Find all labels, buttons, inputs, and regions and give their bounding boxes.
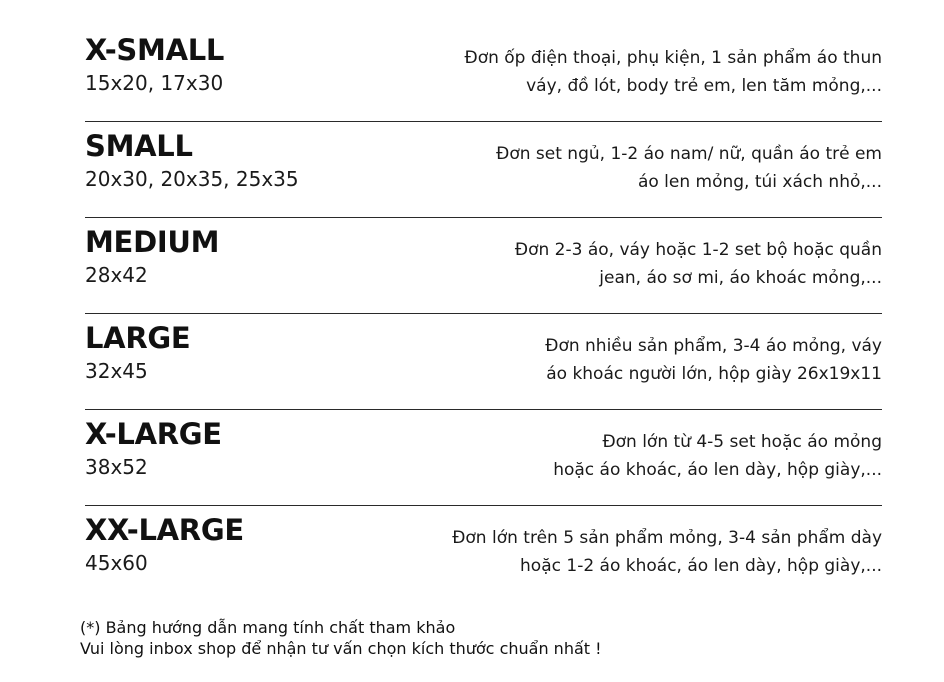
row-divider bbox=[85, 217, 882, 218]
size-name: X-LARGE bbox=[85, 417, 222, 451]
size-row-small bbox=[85, 128, 882, 218]
size-row-large bbox=[85, 320, 882, 410]
size-description bbox=[465, 44, 882, 100]
size-dimensions: 28x42 bbox=[85, 263, 148, 287]
size-description bbox=[496, 140, 882, 196]
size-description-line: Đơn lớn từ 4-5 set hoặc áo mỏng bbox=[602, 432, 882, 452]
size-description-line: Đơn 2-3 áo, váy hoặc 1-2 set bộ hoặc quần bbox=[514, 240, 882, 260]
size-guide-table bbox=[85, 32, 882, 602]
size-dimensions: 32x45 bbox=[85, 359, 148, 383]
footnote-disclaimer: (*) Bảng hướng dẫn mang tính chất tham khảo bbox=[80, 618, 456, 637]
size-row-x-small bbox=[85, 32, 882, 122]
size-name: SMALL bbox=[85, 129, 193, 163]
row-divider bbox=[85, 505, 882, 506]
size-description-line: Đơn lớn trên 5 sản phẩm mỏng, 3-4 sản phẩm dày bbox=[452, 528, 882, 548]
size-name: LARGE bbox=[85, 321, 191, 355]
size-dimensions: 20x30, 20x35, 25x35 bbox=[85, 167, 299, 191]
size-description bbox=[515, 236, 882, 292]
size-row-x-large bbox=[85, 416, 882, 506]
row-divider bbox=[85, 409, 882, 410]
size-description-line: Đơn ốp điện thoại, phụ kiện, 1 sản phẩm áo thun bbox=[464, 48, 882, 68]
footnote-contact-note: Vui lòng inbox shop để nhận tư vấn chọn kích thước chuẩn nhất ! bbox=[80, 639, 602, 658]
size-dimensions: 45x60 bbox=[85, 551, 148, 575]
size-dimensions: 38x52 bbox=[85, 455, 148, 479]
footnote bbox=[80, 617, 602, 659]
size-description-line: Đơn set ngủ, 1-2 áo nam/ nữ, quần áo trẻ em bbox=[496, 144, 882, 164]
size-row-medium bbox=[85, 224, 882, 314]
size-dimensions: 15x20, 17x30 bbox=[85, 71, 224, 95]
size-description bbox=[452, 524, 882, 580]
size-name: MEDIUM bbox=[85, 225, 220, 259]
size-description-line: hoặc 1-2 áo khoác, áo len dày, hộp giày,... bbox=[520, 556, 882, 576]
size-description-line: áo khoác người lớn, hộp giày 26x19x11 bbox=[546, 364, 882, 384]
size-description bbox=[545, 332, 882, 388]
size-description-line: Đơn nhiều sản phẩm, 3-4 áo mỏng, váy bbox=[545, 336, 882, 356]
size-description-line: áo len mỏng, túi xách nhỏ,... bbox=[637, 172, 882, 192]
row-divider bbox=[85, 313, 882, 314]
size-description-line: jean, áo sơ mi, áo khoác mỏng,... bbox=[599, 268, 882, 288]
size-name: XX-LARGE bbox=[85, 513, 244, 547]
size-row-xx-large bbox=[85, 512, 882, 602]
size-description-line: hoặc áo khoác, áo len dày, hộp giày,... bbox=[553, 460, 882, 480]
size-description bbox=[553, 428, 882, 484]
size-name: X-SMALL bbox=[85, 33, 225, 67]
size-description-line: váy, đồ lót, body trẻ em, len tăm mỏng,... bbox=[526, 76, 882, 96]
row-divider bbox=[85, 121, 882, 122]
